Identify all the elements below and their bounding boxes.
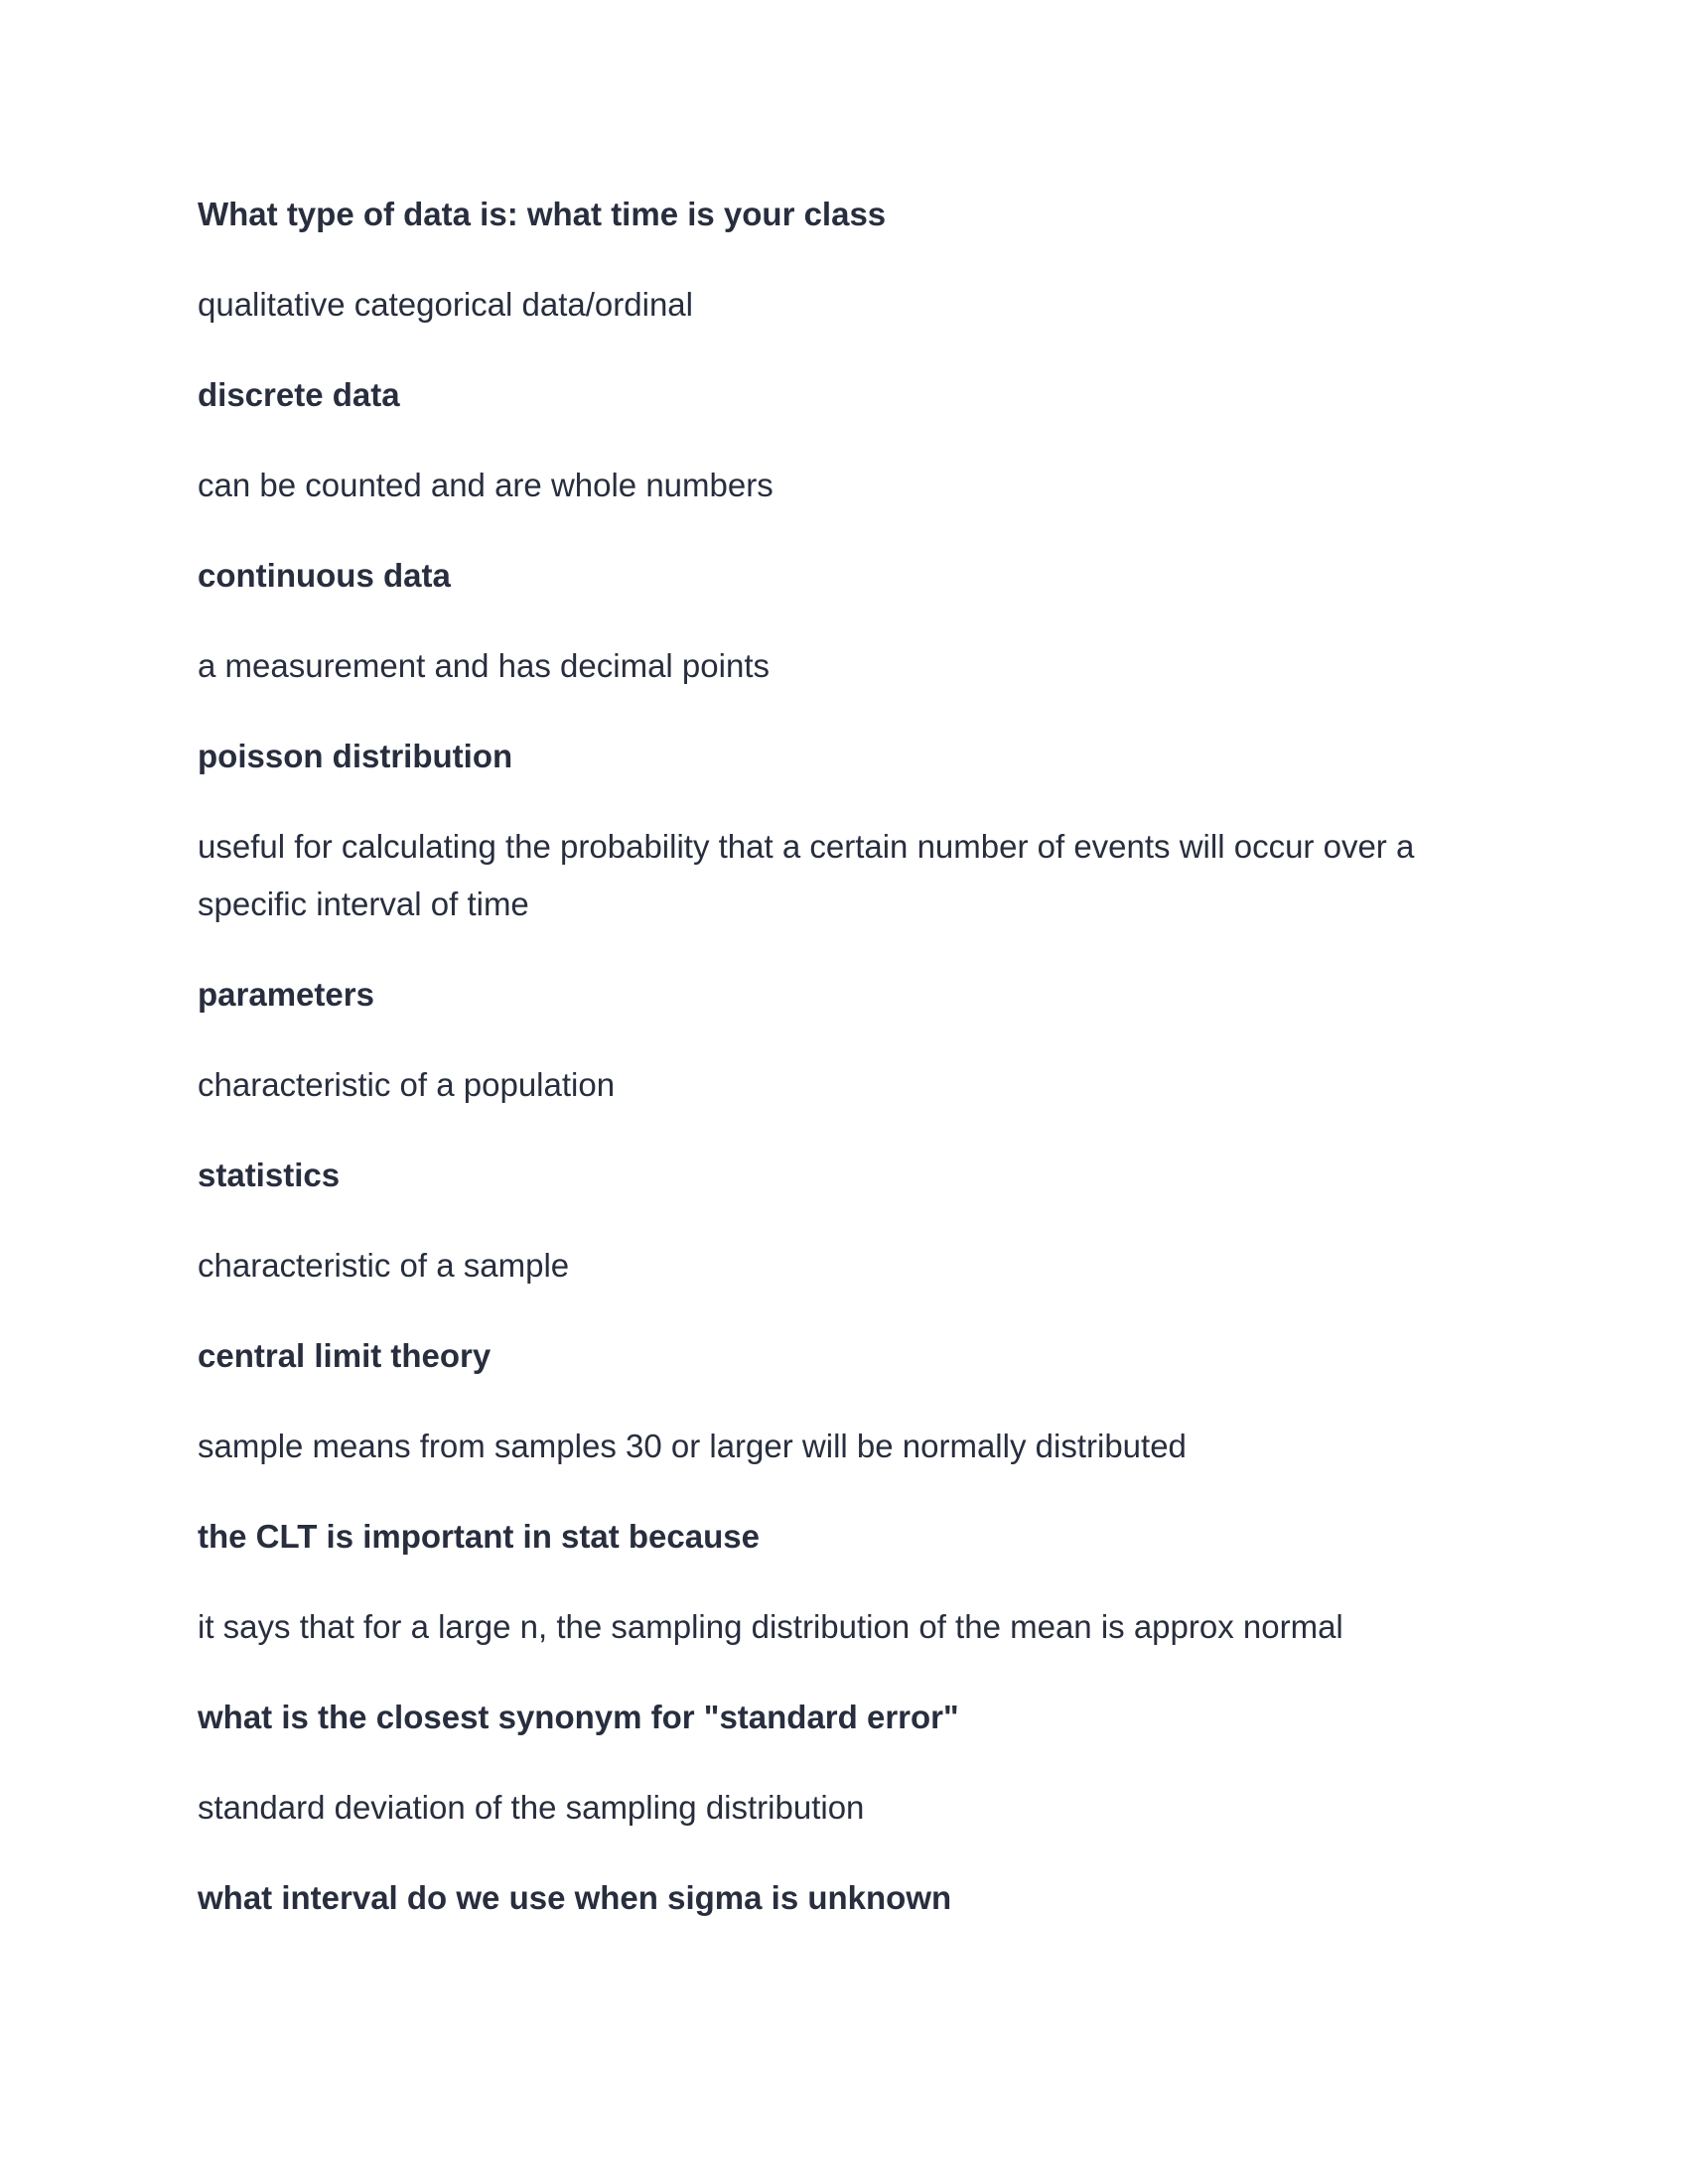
term-text: what interval do we use when sigma is unknown [198, 1879, 952, 1916]
term-text: parameters [198, 976, 374, 1013]
definition-text: standard deviation of the sampling distribution [198, 1789, 865, 1826]
flashcard-entry [198, 737, 1488, 933]
flashcard-list [198, 195, 1488, 1969]
term-text: What type of data is: what time is your class [198, 196, 887, 232]
flashcard-entry [198, 1336, 1488, 1475]
term-text: the CLT is important in stat because [198, 1518, 760, 1555]
definition-text: qualitative categorical data/ordinal [198, 286, 693, 323]
definition-text: useful for calculating the probability that a certain number of events will occur over a specific interval of time [198, 828, 1415, 922]
flashcard-entry [198, 375, 1488, 514]
definition-text: a measurement and has decimal points [198, 647, 770, 684]
term-text: statistics [198, 1157, 341, 1193]
definition-text: can be counted and are whole numbers [198, 467, 774, 503]
flashcard-entry [198, 1878, 1488, 1918]
definition-text: it says that for a large n, the sampling distribution of the mean is approx normal [198, 1608, 1343, 1645]
term-text: what is the closest synonym for "standard error" [198, 1699, 959, 1735]
flashcard-entry [198, 195, 1488, 334]
flashcard-entry [198, 1156, 1488, 1295]
definition-text: characteristic of a sample [198, 1247, 570, 1284]
term-text: poisson distribution [198, 738, 513, 774]
term-text: continuous data [198, 557, 451, 594]
term-text: discrete data [198, 376, 400, 413]
term-text: central limit theory [198, 1337, 492, 1374]
flashcard-entry [198, 1517, 1488, 1656]
definition-text: sample means from samples 30 or larger will be normally distributed [198, 1428, 1187, 1464]
flashcard-entry [198, 556, 1488, 695]
flashcard-entry [198, 975, 1488, 1114]
flashcard-entry [198, 1698, 1488, 1837]
definition-text: characteristic of a population [198, 1066, 616, 1103]
